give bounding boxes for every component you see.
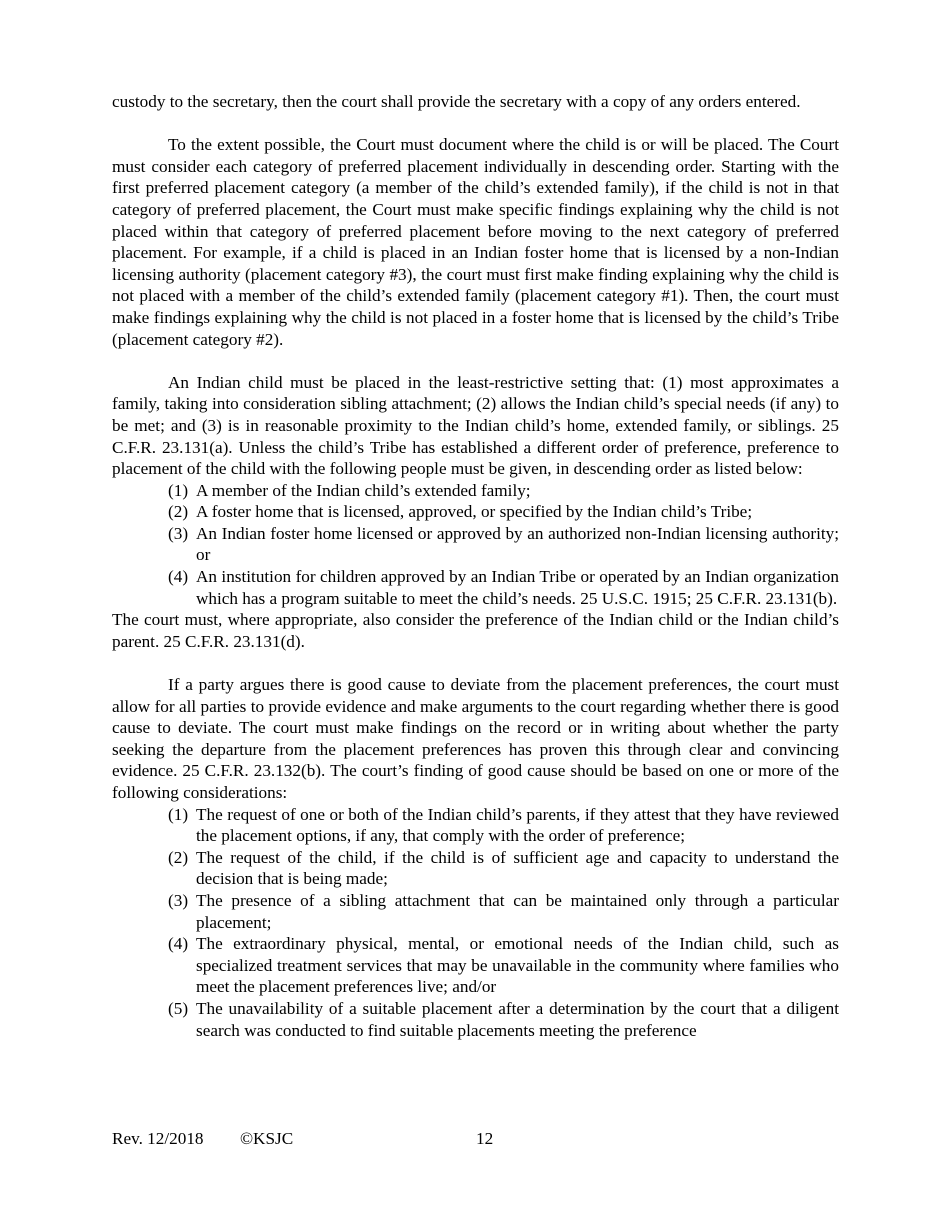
- list-item-text: The unavailability of a suitable placement after a determination by the court that a diligent search was conducted to find suitable placements meeting the preference: [196, 998, 839, 1040]
- list-item-text: A member of the Indian child’s extended family;: [196, 480, 531, 500]
- document-body: [112, 91, 839, 1041]
- list-item: [168, 566, 839, 609]
- list-item: [168, 847, 839, 890]
- paragraph-continuation: custody to the secretary, then the court shall provide the secretary with a copy of any orders entered.: [112, 92, 801, 111]
- paragraph-least-restrictive: An Indian child must be placed in the least-restrictive setting that: (1) most approximates a family, taking into consideration sibling attachment; (2) allows the Indian child’s special needs (if any) to be met; and (3) is in reasonable proximity to the Indian child’s home, extended family, or siblings. 25 C.F.R. 23.131(a). Unless the child’s Tribe has established a different order of preference, preference to placement of the child with the following people must be given, in descending order as listed below:: [112, 372, 839, 479]
- placement-preference-list: [112, 480, 839, 610]
- revision-date: Rev. 12/2018: [112, 1129, 204, 1148]
- paragraph-good-cause: If a party argues there is good cause to deviate from the placement preferences, the court must allow for all parties to provide evidence and make arguments to the court regarding whether there is good cause to deviate. The court must make findings on the record or in writing about whether the party seeking the departure from the placement preferences has proven this through clear and convincing evidence. 25 C.F.R. 23.132(b). The court’s finding of good cause should be based on one or more of the following considerations:: [112, 675, 839, 802]
- paragraph-spacer: [112, 350, 839, 372]
- list-item: [168, 480, 839, 502]
- paragraph-spacer: [112, 113, 839, 135]
- list-item-number: (5): [168, 998, 189, 1018]
- list-item-number: (1): [168, 480, 189, 500]
- copyright-notice: ©KSJC: [240, 1129, 294, 1148]
- paragraph-spacer: [112, 652, 839, 674]
- list-item: [168, 890, 839, 933]
- list-item-number: (1): [168, 804, 189, 824]
- list-item: [168, 933, 839, 998]
- list-item: [168, 501, 839, 523]
- list-item-text: The extraordinary physical, mental, or emotional needs of the Indian child, such as specialized treatment services that may be unavailable in the community where families who meet the placement preferences live; and/or: [196, 934, 839, 997]
- paragraph-document-placement: To the extent possible, the Court must document where the child is or will be placed. The Court must consider each category of preferred placement individually in descending order. Starting with the first preferred placement category (a member of the child’s extended family), if the child is not in that category of preferred placement, the Court must make specific findings explaining why the child is not placed within that category of preferred placement before moving to the next category of preferred placement. For example, if a child is placed in an Indian foster home that is licensed by a non-Indian licensing authority (placement category #3), the court must first make finding explaining why the child is not placed with a member of the child’s extended family (placement category #1). Then, the court must make findings explaining why the child is not placed in a foster home that is licensed by the child’s Tribe (placement category #2).: [112, 135, 839, 349]
- list-item: [168, 998, 839, 1041]
- list-item-number: (2): [168, 847, 189, 867]
- list-item-text: A foster home that is licensed, approved, or specified by the Indian child’s Tribe;: [196, 502, 753, 522]
- good-cause-list: [112, 804, 839, 1042]
- list-item-text: The request of the child, if the child is of sufficient age and capacity to understand the decision that is being made;: [196, 847, 839, 889]
- list-item-number: (3): [168, 523, 189, 543]
- list-item-text: An institution for children approved by an Indian Tribe or operated by an Indian organization which has a program suitable to meet the child’s needs. 25 U.S.C. 1915; 25 C.F.R. 23.131(b).: [196, 567, 839, 608]
- list-item-number: (2): [168, 502, 189, 522]
- page-number: 12: [476, 1129, 494, 1148]
- list-item: [168, 804, 839, 847]
- list-item-number: (4): [168, 567, 189, 587]
- list-item: [168, 523, 839, 566]
- page-footer: [112, 1128, 839, 1150]
- list-item-number: (4): [168, 934, 189, 954]
- paragraph-court-consider: The court must, where appropriate, also consider the preference of the Indian child or the Indian child’s parent. 25 C.F.R. 23.131(d).: [112, 610, 839, 651]
- list-item-text: An Indian foster home licensed or approved by an authorized non-Indian licensing authority; or: [196, 523, 839, 565]
- list-item-text: The request of one or both of the Indian child’s parents, if they attest that they have reviewed the placement options, if any, that comply with the order of preference;: [196, 804, 839, 846]
- list-item-number: (3): [168, 890, 189, 910]
- list-item-text: The presence of a sibling attachment that can be maintained only through a particular placement;: [196, 890, 839, 932]
